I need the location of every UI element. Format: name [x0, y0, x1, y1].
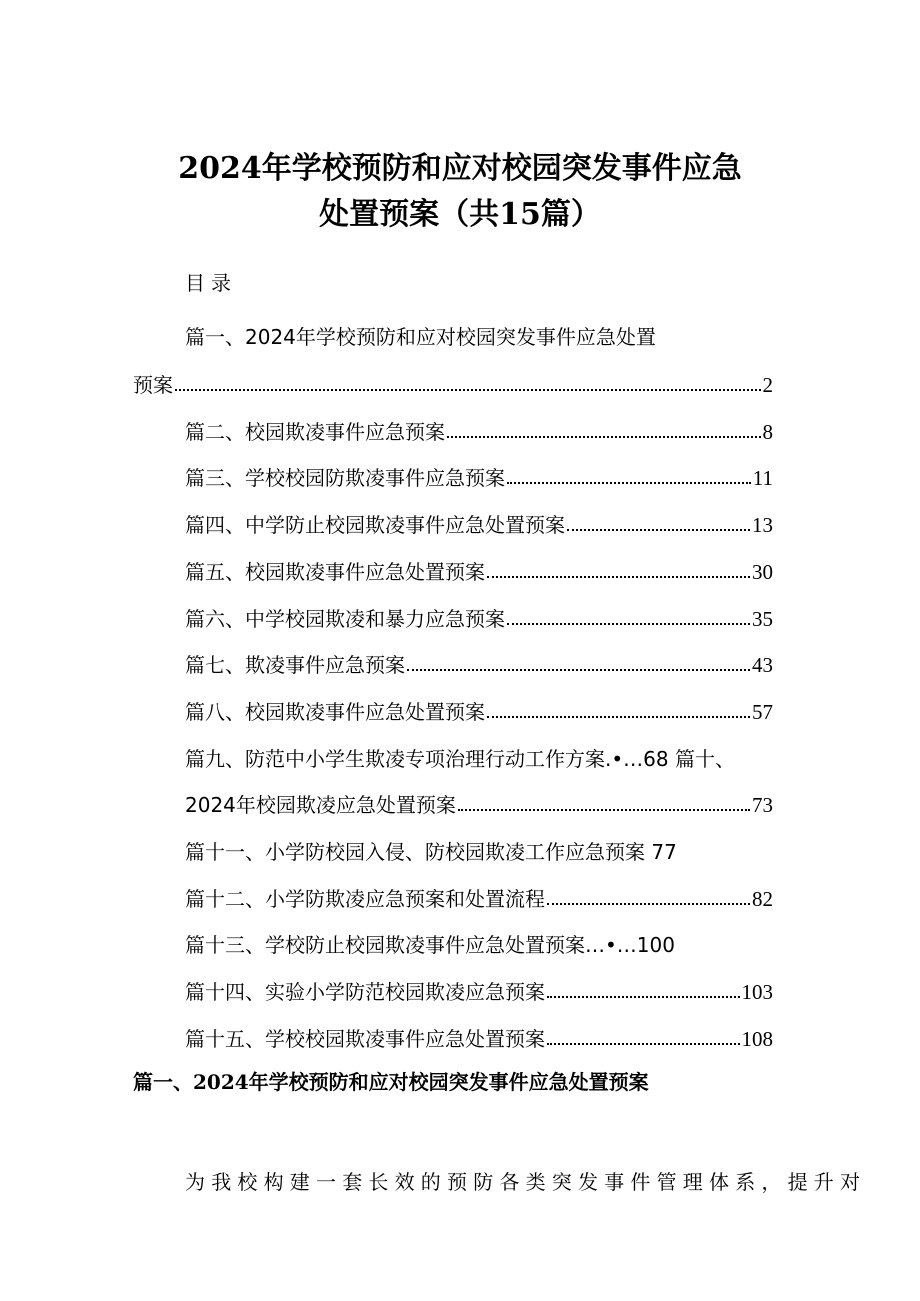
- toc-page-number: 43: [752, 653, 773, 677]
- toc-leader-dots: [547, 883, 750, 905]
- section-heading: 篇一、2024年学校预防和应对校园突发事件应急处置预案: [133, 1070, 649, 1094]
- document-title-line-1: 2024年学校预防和应对校园突发事件应急: [178, 151, 742, 186]
- body-paragraph: 为我校构建一套长效的预防各类突发事件管理体系，提升对: [185, 1170, 867, 1194]
- toc-item-10[interactable]: [185, 790, 773, 820]
- toc-leader-dots: [458, 789, 750, 811]
- toc-item-13[interactable]: 篇十三、学校防止校园欺凌事件应急处置预案…•…100: [185, 933, 675, 957]
- toc-page-number: 82: [752, 887, 773, 911]
- toc-item-9[interactable]: 篇九、防范中小学生欺凌专项治理行动工作方案.•…68 篇十、: [185, 747, 735, 771]
- toc-item-4[interactable]: [185, 510, 773, 540]
- toc-item-label: 篇十五、学校校园欺凌事件应急处置预案: [185, 1027, 545, 1051]
- toc-item-14[interactable]: [185, 977, 773, 1007]
- toc-item-label: 篇四、中学防止校园欺凌事件应急处置预案: [185, 513, 565, 537]
- toc-page-number: 30: [752, 560, 773, 584]
- toc-leader-dots: [547, 1023, 740, 1045]
- toc-item-label: 篇二、校园欺凌事件应急预案: [185, 420, 445, 444]
- toc-leader-dots: [507, 462, 751, 484]
- toc-page-number: 73: [752, 793, 773, 817]
- toc-item-label: 篇三、学校校园防欺凌事件应急预案: [185, 466, 505, 490]
- toc-page-number: 108: [741, 1027, 773, 1051]
- toc-item-label: 篇七、欺凌事件应急预案: [185, 653, 405, 677]
- toc-item-label: 篇十四、实验小学防范校园欺凌应急预案: [185, 980, 545, 1004]
- toc-item-2[interactable]: [185, 417, 773, 447]
- toc-item-label: 篇八、校园欺凌事件应急处置预案: [185, 700, 485, 724]
- toc-leader-dots: [487, 556, 750, 578]
- toc-page-number: 13: [752, 513, 773, 537]
- toc-page-number: 35: [752, 607, 773, 631]
- toc-item-5[interactable]: [185, 557, 773, 587]
- toc-item-label: 2024年校园欺凌应急处置预案: [185, 793, 456, 817]
- document-title-line-2: 处置预案（共15篇）: [319, 197, 601, 232]
- toc-item-label: 篇十二、小学防欺凌应急预案和处置流程: [185, 887, 545, 911]
- toc-item-label: 篇六、中学校园欺凌和暴力应急预案: [185, 607, 505, 631]
- toc-page-number: 8: [762, 420, 773, 444]
- toc-leader-dots: [507, 603, 750, 625]
- toc-page-number: 57: [752, 700, 773, 724]
- toc-item-15[interactable]: [185, 1024, 773, 1054]
- toc-item-7[interactable]: [185, 650, 773, 680]
- toc-leader-dots: [175, 369, 761, 391]
- toc-leader-dots: [407, 649, 750, 671]
- toc-page-number: 103: [741, 980, 773, 1004]
- toc-leader-dots: [487, 696, 750, 718]
- toc-item-6[interactable]: [185, 604, 773, 634]
- toc-heading: 目录: [185, 271, 237, 295]
- toc-item-label: 篇五、校园欺凌事件应急处置预案: [185, 560, 485, 584]
- toc-item-8[interactable]: [185, 697, 773, 727]
- toc-item-1[interactable]: [133, 370, 773, 400]
- toc-leader-dots: [547, 976, 740, 998]
- toc-page-number: 2: [762, 373, 773, 397]
- toc-item-1-line-1[interactable]: 篇一、2024年学校预防和应对校园突发事件应急处置: [185, 325, 656, 349]
- toc-item-12[interactable]: [185, 884, 773, 914]
- toc-item-3[interactable]: [185, 463, 773, 493]
- toc-page-number: 11: [752, 466, 773, 490]
- toc-item-11[interactable]: 篇十一、小学防校园入侵、防校园欺凌工作应急预案 77: [185, 840, 677, 864]
- toc-leader-dots: [567, 509, 750, 531]
- toc-leader-dots: [447, 416, 761, 438]
- toc-item-label: 预案: [133, 373, 173, 397]
